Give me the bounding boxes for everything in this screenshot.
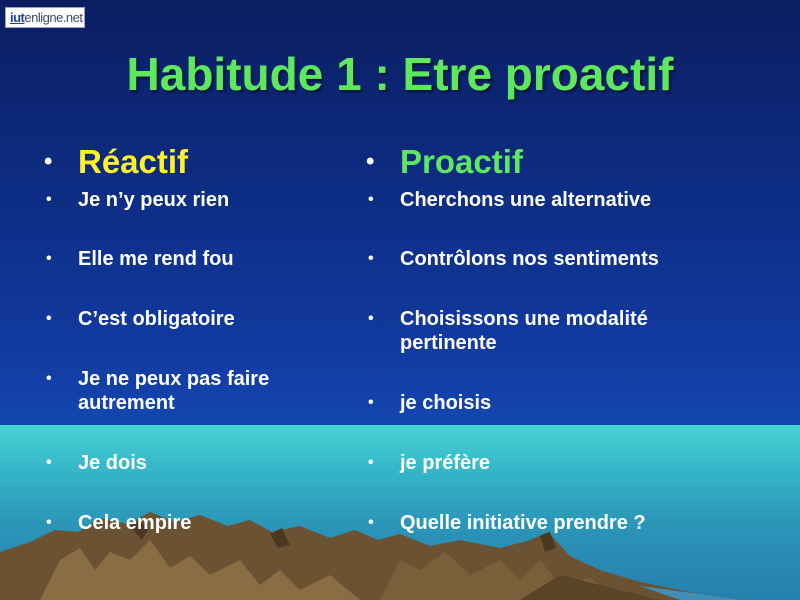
proactive-item-text: je préfère — [400, 452, 491, 474]
proactive-item-text: Cherchons une alternative — [400, 189, 652, 211]
reactive-item-text: Elle me rend fou — [78, 248, 234, 270]
reactive-item-text: C’est obligatoire — [78, 308, 235, 330]
proactive-item — [368, 391, 720, 415]
bullet-icon: • — [44, 148, 53, 175]
bullet-icon: • — [46, 514, 52, 531]
reactive-item-text: Je n’y peux rien — [78, 189, 230, 211]
reactive-item — [46, 307, 338, 331]
reactive-item-text: Je dois — [78, 452, 147, 474]
reactive-item — [46, 511, 338, 535]
bullet-icon: • — [368, 454, 374, 471]
proactive-item-text: Choisissons une modalité pertinente — [400, 308, 648, 354]
iutenligne-logo[interactable] — [5, 7, 85, 28]
proactive-item — [368, 188, 720, 212]
proactive-item-text: Contrôlons nos sentiments — [400, 248, 659, 270]
proactive-heading-label: Proactif — [400, 143, 523, 180]
bullet-icon: • — [46, 370, 52, 387]
proactive-item — [368, 247, 720, 271]
proactive-item — [368, 307, 700, 355]
bullet-icon: • — [368, 250, 374, 267]
reactive-item-text: Je ne peux pas faire autrement — [78, 368, 270, 414]
proactive-item — [368, 511, 720, 535]
proactive-heading — [366, 143, 523, 181]
reactive-item — [46, 367, 318, 415]
logo-suffix: enligne.net — [24, 10, 83, 25]
proactive-item — [368, 451, 720, 475]
bullet-icon: • — [368, 394, 374, 411]
reactive-item — [46, 247, 338, 271]
reactive-item-text: Cela empire — [78, 512, 192, 534]
bullet-icon: • — [46, 310, 52, 327]
bullet-icon: • — [368, 514, 374, 531]
proactive-item-text: Quelle initiative prendre ? — [400, 512, 646, 534]
proactive-item-text: je choisis — [400, 392, 492, 414]
logo-prefix: iut — [10, 10, 25, 25]
reactive-item — [46, 451, 338, 475]
bullet-icon: • — [46, 454, 52, 471]
bullet-icon: • — [368, 310, 374, 327]
reactive-heading — [44, 143, 189, 181]
bullet-icon: • — [46, 250, 52, 267]
reactive-item — [46, 188, 338, 212]
bullet-icon: • — [46, 191, 52, 208]
bullet-icon: • — [366, 148, 375, 175]
reactive-heading-label: Réactif — [78, 143, 189, 180]
slide-title: Habitude 1 : Etre proactif — [126, 48, 674, 100]
bullet-icon: • — [368, 191, 374, 208]
